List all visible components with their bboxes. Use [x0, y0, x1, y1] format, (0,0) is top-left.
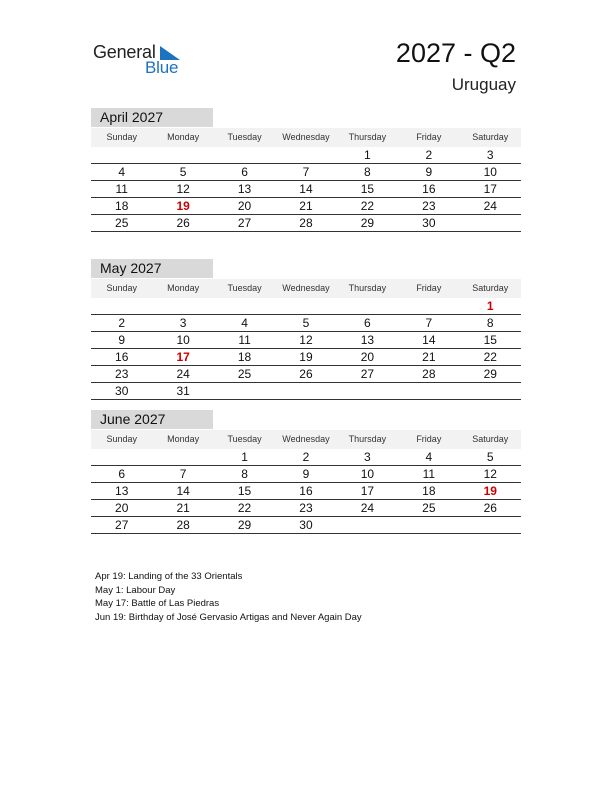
day-cell: 15 — [483, 333, 497, 347]
weekday-label: Wednesday — [282, 132, 330, 142]
day-cell: 9 — [302, 467, 310, 481]
day-cell: 16 — [422, 182, 436, 196]
day-cell: 13 — [115, 484, 129, 498]
day-cell: 25 — [237, 367, 252, 381]
day-cell: 16 — [299, 484, 313, 498]
week-row — [91, 198, 521, 215]
day-cell: 21 — [299, 199, 313, 213]
day-cell: 18 — [237, 350, 252, 364]
day-cell: 6 — [241, 165, 248, 179]
logo-blue-text: Blue — [145, 58, 179, 77]
day-cell: 15 — [360, 182, 375, 196]
day-cell: 9 — [118, 333, 126, 347]
day-cell: 5 — [302, 316, 310, 330]
weekday-label: Thursday — [348, 434, 387, 444]
day-cell: 8 — [364, 165, 371, 179]
day-cell: 22 — [237, 501, 252, 515]
day-cell: 13 — [237, 182, 252, 196]
day-cell: 30 — [422, 216, 436, 230]
day-cell: 22 — [483, 350, 497, 364]
week-row — [91, 349, 521, 366]
day-cell: 29 — [483, 367, 497, 381]
day-cell — [337, 298, 398, 314]
day-cell: 14 — [176, 484, 190, 498]
day-cell: 10 — [176, 333, 190, 347]
day-cell: 1 — [241, 450, 248, 464]
page-title: 2027 - Q2 — [395, 38, 516, 68]
day-cell: 24 — [360, 501, 375, 515]
day-cell: 28 — [422, 367, 436, 381]
day-cell: 22 — [360, 199, 375, 213]
weekday-label: Friday — [416, 434, 442, 444]
day-cell: 31 — [176, 384, 190, 398]
weekday-label: Monday — [167, 132, 200, 142]
weekday-label: Sunday — [106, 132, 137, 142]
week-row — [91, 215, 521, 232]
day-cell: 12 — [299, 333, 313, 347]
generalblue-logo — [93, 42, 193, 78]
day-cell: 26 — [299, 367, 313, 381]
day-cell: 19 — [483, 484, 497, 498]
day-cell — [91, 298, 152, 314]
day-cell: 8 — [241, 467, 248, 481]
weekday-label: Wednesday — [282, 434, 330, 444]
weekday-label: Sunday — [106, 434, 137, 444]
day-cell: 16 — [115, 350, 129, 364]
day-cell: 27 — [237, 216, 252, 230]
country-name: Uruguay — [451, 75, 516, 94]
week-row — [91, 483, 521, 500]
day-cell — [214, 147, 275, 163]
day-cell — [91, 449, 152, 465]
day-cell: 2 — [118, 316, 126, 330]
day-cell: 23 — [422, 199, 436, 213]
day-cell — [214, 383, 275, 399]
day-cell: 4 — [118, 165, 126, 179]
day-cell: 11 — [115, 182, 128, 196]
weekday-label: Monday — [167, 434, 200, 444]
day-cell — [337, 383, 398, 399]
day-cell — [460, 215, 521, 231]
day-cell: 28 — [176, 518, 190, 532]
week-row — [91, 449, 521, 466]
day-cell — [91, 147, 152, 163]
day-cell: 6 — [118, 467, 126, 481]
week-row — [91, 164, 521, 181]
month-april — [91, 108, 521, 232]
month-weeks — [91, 449, 521, 534]
day-cell — [460, 383, 521, 399]
day-cell: 17 — [360, 484, 375, 498]
day-cell: 30 — [115, 384, 129, 398]
day-cell: 18 — [115, 199, 129, 213]
holiday-notes — [95, 570, 362, 624]
day-cell: 15 — [237, 484, 252, 498]
day-cell — [152, 147, 213, 163]
weekday-label: Tuesday — [227, 283, 262, 293]
day-cell: 21 — [422, 350, 436, 364]
weekday-header-row — [91, 279, 521, 298]
day-cell: 1 — [486, 299, 494, 313]
day-cell — [398, 383, 459, 399]
logo-general-text: General — [93, 42, 156, 62]
day-cell: 17 — [483, 182, 497, 196]
week-row — [91, 332, 521, 349]
weekday-header-row — [91, 128, 521, 147]
day-cell: 3 — [179, 316, 187, 330]
day-cell: 21 — [176, 501, 190, 515]
day-cell — [337, 517, 398, 533]
day-cell: 26 — [483, 501, 497, 515]
weekday-label: Saturday — [472, 434, 509, 444]
weekday-label: Saturday — [472, 283, 509, 293]
day-cell: 12 — [483, 467, 497, 481]
day-cell: 3 — [486, 148, 494, 162]
day-cell: 9 — [425, 165, 433, 179]
weekday-label: Tuesday — [227, 434, 262, 444]
day-cell: 26 — [176, 216, 190, 230]
month-june — [91, 410, 521, 534]
day-cell: 25 — [422, 501, 436, 515]
month-header: June 2027 — [91, 410, 213, 429]
day-cell — [275, 383, 336, 399]
day-cell: 24 — [176, 367, 190, 381]
day-cell: 4 — [241, 316, 248, 330]
day-cell — [152, 298, 213, 314]
day-cell — [152, 449, 213, 465]
day-cell: 12 — [176, 182, 190, 196]
month-weeks — [91, 298, 521, 400]
day-cell: 24 — [483, 199, 497, 213]
day-cell: 7 — [179, 467, 187, 481]
day-cell: 13 — [360, 333, 375, 347]
weekday-label: Sunday — [106, 283, 137, 293]
week-row — [91, 466, 521, 483]
day-cell — [275, 147, 336, 163]
day-cell: 7 — [302, 165, 310, 179]
weekday-label: Wednesday — [282, 283, 330, 293]
day-cell: 18 — [422, 484, 436, 498]
day-cell: 27 — [360, 367, 375, 381]
day-cell: 14 — [299, 182, 313, 196]
holiday-note: May 1: Labour Day — [95, 584, 176, 596]
holiday-note: Apr 19: Landing of the 33 Orientals — [95, 571, 243, 582]
week-row — [91, 366, 521, 383]
day-cell: 8 — [486, 316, 494, 330]
holiday-note: Jun 19: Birthday of José Gervasio Artigas and Never Again Day — [95, 611, 362, 623]
day-cell: 30 — [299, 518, 313, 532]
day-cell: 10 — [483, 165, 497, 179]
day-cell: 20 — [237, 199, 252, 213]
week-row — [91, 315, 521, 332]
day-cell: 10 — [360, 467, 375, 481]
weekday-label: Monday — [167, 283, 200, 293]
weekday-label: Thursday — [348, 132, 387, 142]
day-cell: 5 — [486, 450, 494, 464]
day-cell — [214, 298, 275, 314]
day-cell: 20 — [115, 501, 129, 515]
day-cell: 11 — [238, 333, 251, 347]
day-cell: 5 — [179, 165, 187, 179]
day-cell — [460, 517, 521, 533]
month-header: May 2027 — [91, 259, 213, 278]
month-may — [91, 259, 521, 400]
day-cell: 29 — [237, 518, 252, 532]
week-row — [91, 500, 521, 517]
weekday-header-row — [91, 430, 521, 449]
day-cell — [398, 517, 459, 533]
day-cell: 29 — [360, 216, 375, 230]
day-cell: 25 — [115, 216, 129, 230]
day-cell: 23 — [115, 367, 129, 381]
day-cell: 7 — [425, 316, 433, 330]
day-cell: 19 — [176, 199, 190, 213]
day-cell: 1 — [364, 148, 371, 162]
day-cell: 19 — [299, 350, 313, 364]
day-cell: 6 — [364, 316, 371, 330]
holiday-note: May 17: Battle of Las Piedras — [95, 598, 220, 609]
week-row — [91, 147, 521, 164]
day-cell: 2 — [302, 450, 310, 464]
day-cell: 2 — [425, 148, 433, 162]
weekday-label: Tuesday — [227, 132, 262, 142]
day-cell: 20 — [360, 350, 375, 364]
day-cell: 27 — [115, 518, 129, 532]
weekday-label: Saturday — [472, 132, 509, 142]
weekday-label: Friday — [416, 283, 442, 293]
month-header: April 2027 — [91, 108, 213, 127]
day-cell: 3 — [364, 450, 371, 464]
day-cell — [398, 298, 459, 314]
week-row — [91, 298, 521, 315]
day-cell: 4 — [425, 450, 433, 464]
week-row — [91, 181, 521, 198]
day-cell: 17 — [176, 350, 190, 364]
week-row — [91, 383, 521, 400]
day-cell: 23 — [299, 501, 313, 515]
day-cell: 28 — [299, 216, 313, 230]
month-weeks — [91, 147, 521, 232]
weekday-label: Friday — [416, 132, 442, 142]
day-cell: 11 — [422, 467, 436, 481]
day-cell: 14 — [422, 333, 436, 347]
weekday-label: Thursday — [348, 283, 387, 293]
day-cell — [275, 298, 336, 314]
week-row — [91, 517, 521, 534]
